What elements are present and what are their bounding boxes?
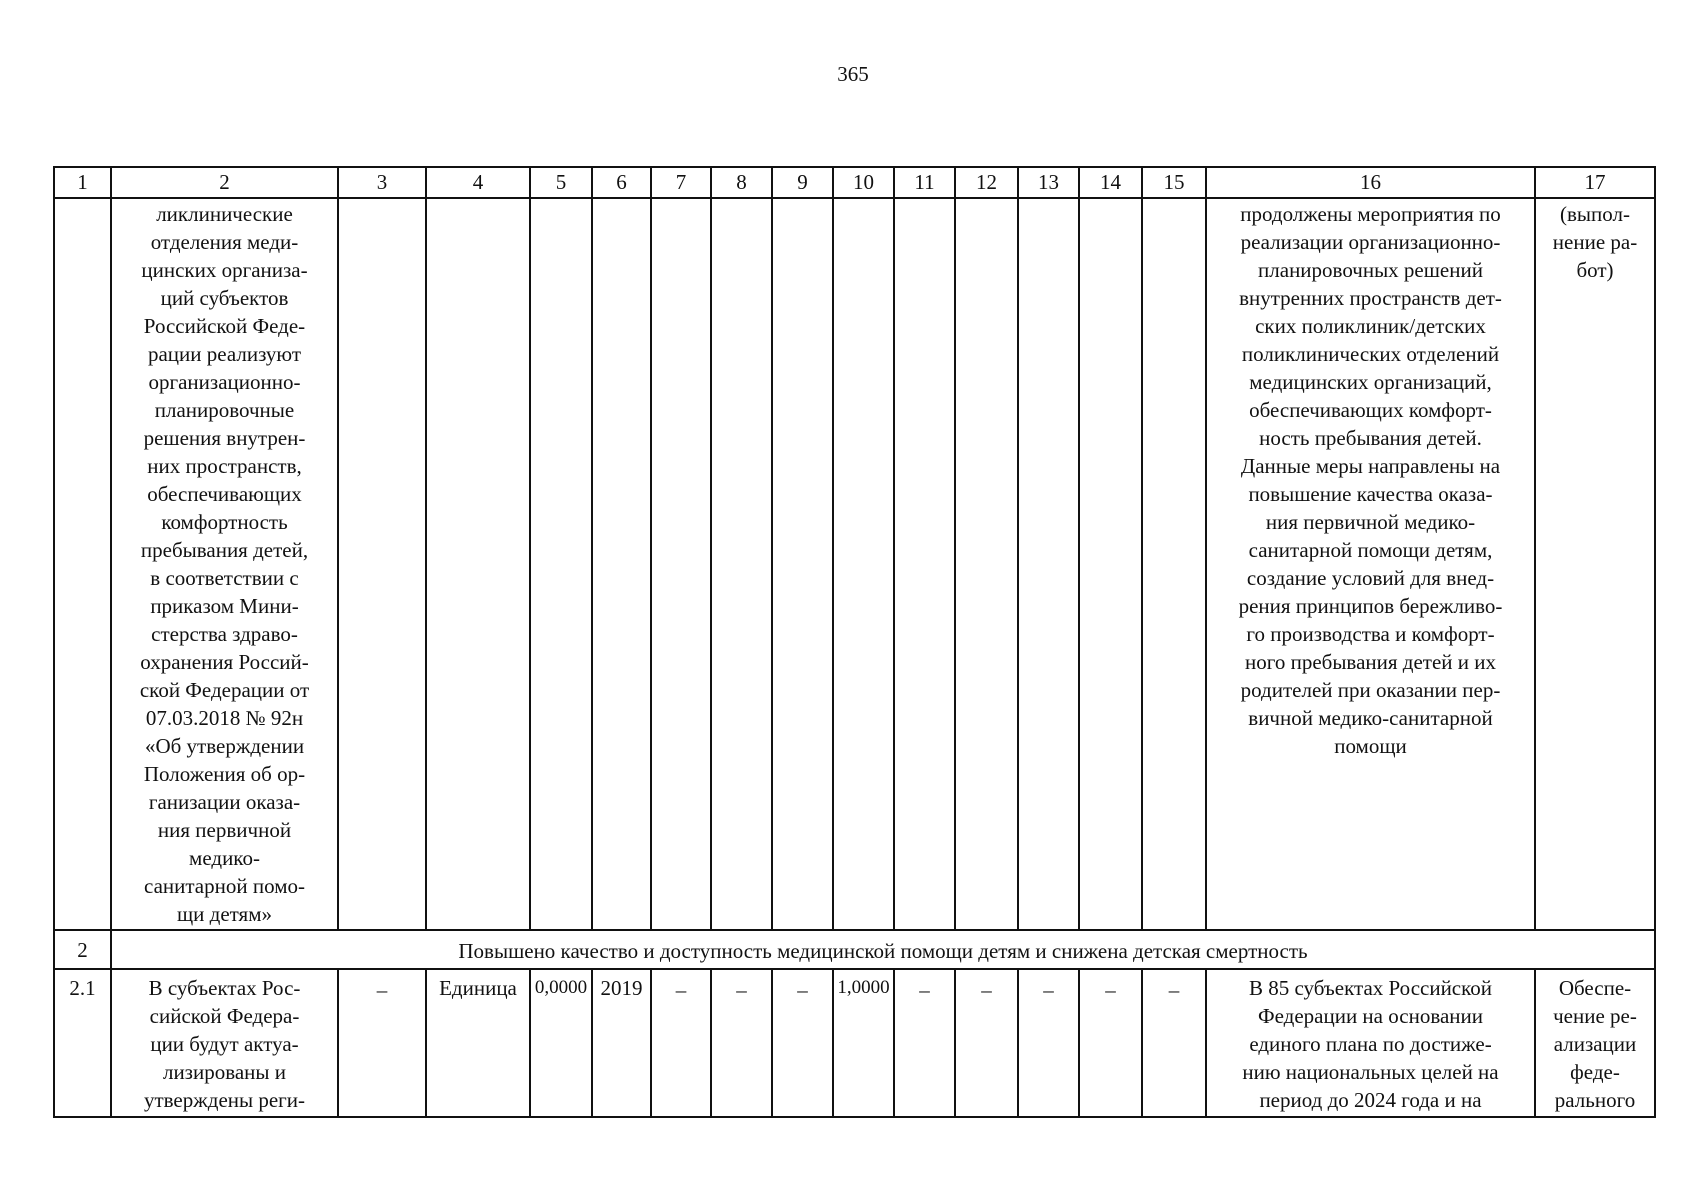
row-number-cell bbox=[54, 198, 111, 930]
column-header: 14 bbox=[1079, 167, 1142, 198]
column-header: 7 bbox=[651, 167, 711, 198]
empty-cell bbox=[833, 198, 894, 930]
value-cell: – bbox=[1079, 969, 1142, 1117]
column-header: 15 bbox=[1142, 167, 1206, 198]
value-cell: – bbox=[338, 969, 426, 1117]
table-row-2-1 bbox=[54, 969, 1655, 1117]
page-number: 365 bbox=[837, 62, 869, 86]
column-header: 12 bbox=[955, 167, 1018, 198]
result-description-cell: продолжены мероприятия по реализации организационно- планировочных решений внутренних пространств дет- ских поликлиник/детских поликлинических отделений медицинских организаций, обеспечивающих комфорт- ность пребывания детей. Данные меры направлены на повышение качества оказа- ния первичной медико- санитарной помощи детям, создание условий для внед- рения принципов бережливо- го производства и комфорт- ного пребывания детей и их родителей при оказании пер- вичной медико-санитарной помощи bbox=[1206, 198, 1535, 930]
column-header: 3 bbox=[338, 167, 426, 198]
section-row bbox=[54, 930, 1655, 969]
empty-cell bbox=[651, 198, 711, 930]
column-header: 4 bbox=[426, 167, 530, 198]
section-title-cell: Повышено качество и доступность медицинской помощи детям и снижена детская смертность bbox=[111, 930, 1655, 969]
empty-cell bbox=[592, 198, 651, 930]
column-header: 13 bbox=[1018, 167, 1079, 198]
empty-cell bbox=[1018, 198, 1079, 930]
empty-cell bbox=[530, 198, 592, 930]
value-cell: – bbox=[711, 969, 772, 1117]
column-header: 5 bbox=[530, 167, 592, 198]
result-description-cell: В 85 субъектах Российской Федерации на основании единого плана по достиже- нию национальных целей на период до 2024 года и на bbox=[1206, 969, 1535, 1117]
column-number-row bbox=[54, 167, 1655, 198]
empty-cell bbox=[894, 198, 955, 930]
value-cell: 1,0000 bbox=[833, 969, 894, 1117]
column-header: 8 bbox=[711, 167, 772, 198]
column-header: 17 bbox=[1535, 167, 1655, 198]
empty-cell bbox=[338, 198, 426, 930]
column-header: 11 bbox=[894, 167, 955, 198]
value-cell: – bbox=[955, 969, 1018, 1117]
measure-description-cell: ликлинические отделения меди- цинских организа- ций субъектов Российской Феде- рации реализуют организационно- планировочные решения внутрен- них пространств, обеспечивающих комфортность пребывания детей, в соответствии с приказом Мини- стерства здраво- охранения Россий- ской Федерации от 07.03.2018 № 92н «Об утверждении Положения об ор- ганизации оказа- ния первичной медико- санитарной помо- щи детям» bbox=[111, 198, 338, 930]
value-cell: – bbox=[1018, 969, 1079, 1117]
value-cell: – bbox=[1142, 969, 1206, 1117]
empty-cell bbox=[1079, 198, 1142, 930]
empty-cell bbox=[955, 198, 1018, 930]
unit-cell: Единица bbox=[426, 969, 530, 1117]
column-header: 6 bbox=[592, 167, 651, 198]
column-header: 2 bbox=[111, 167, 338, 198]
base-year-cell: 2019 bbox=[592, 969, 651, 1117]
column-header: 9 bbox=[772, 167, 833, 198]
result-type-cell: Обеспе- чение ре- ализации феде- рального bbox=[1535, 969, 1655, 1117]
value-cell: – bbox=[772, 969, 833, 1117]
empty-cell bbox=[772, 198, 833, 930]
value-cell: – bbox=[651, 969, 711, 1117]
table-row-continued bbox=[54, 198, 1655, 930]
column-header: 16 bbox=[1206, 167, 1535, 198]
base-value-cell: 0,0000 bbox=[530, 969, 592, 1117]
column-header: 1 bbox=[54, 167, 111, 198]
column-header: 10 bbox=[833, 167, 894, 198]
measure-description-cell: В субъектах Рос- сийской Федера- ции будут актуа- лизированы и утверждены реги- bbox=[111, 969, 338, 1117]
empty-cell bbox=[426, 198, 530, 930]
value-cell: – bbox=[894, 969, 955, 1117]
empty-cell bbox=[1142, 198, 1206, 930]
section-number-cell: 2 bbox=[54, 930, 111, 969]
document-table bbox=[53, 166, 1656, 1118]
empty-cell bbox=[711, 198, 772, 930]
row-number-cell: 2.1 bbox=[54, 969, 111, 1117]
result-type-cell: (выпол- нение ра- бот) bbox=[1535, 198, 1655, 930]
